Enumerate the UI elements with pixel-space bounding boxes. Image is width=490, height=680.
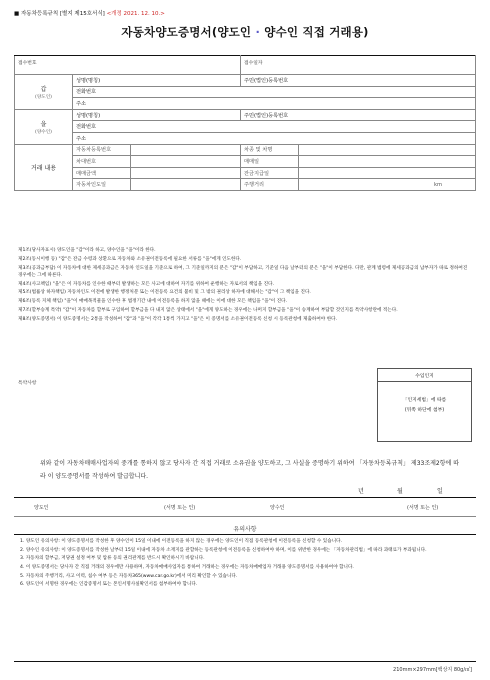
seller-row-3 xyxy=(15,98,476,110)
date-month: 월 xyxy=(397,488,403,495)
trade-label: 거래 내용 xyxy=(30,164,57,172)
contract-clauses xyxy=(18,247,468,325)
seller-signature-label: 양도인 xyxy=(34,505,49,511)
seller-signature-field[interactable]: (서명 또는 인) xyxy=(164,505,196,511)
reg-no-field[interactable] xyxy=(131,144,241,156)
buyer-address-field[interactable] xyxy=(73,132,476,144)
receipt-row xyxy=(15,56,476,75)
buyer-row-2 xyxy=(15,121,476,133)
receipt-date-field[interactable] xyxy=(241,56,476,75)
notice-title: 유의사항 xyxy=(233,526,257,533)
model-label: 차종 및 차명 xyxy=(241,144,299,156)
title-rest: 양수인 직접 거래용) xyxy=(264,25,369,39)
vin-field[interactable] xyxy=(131,156,241,168)
clause-3: 제3조(공과금부담) 이 자동차에 대한 제세공과금은 자동차 인도일을 기준으로 하여, 그 기준일까지의 분은 "갑"이 부담하고, 기준일 다음 날부터의 분은 "을"이 부담한다. 다만, 관계 법령에 제세공과금의 납부자가 따로 정하여진 경우에는 그에 따른다. xyxy=(18,265,468,278)
buyer-name-label: 성명(명칭) xyxy=(76,112,101,119)
clause-4: 제4조(사고책임) "을"은 이 자동차를 인수한 때부터 발생하는 모든 사고에 대하여 자기를 위하여 운행하는 자로서의 책임을 진다. xyxy=(18,281,274,287)
receipt-number-label: 접수번호 xyxy=(18,61,37,66)
buyer-signature-label: 양수인 xyxy=(270,505,285,511)
form-header-prefix: ■ 자동차등록규칙 [별지 제15호서식] xyxy=(14,11,105,17)
sale-date-field[interactable] xyxy=(299,156,476,168)
buyer-row-3 xyxy=(15,132,476,144)
seller-address-label: 주소 xyxy=(76,100,87,107)
buyer-address-label: 주소 xyxy=(76,135,87,142)
notice-item-3: 3. 자동차의 할부금, 저당권 설정 여부 및 압류 등의 권리관계를 반드시 확인하시기 바랍니다. xyxy=(20,556,205,562)
buyer-sub-label: (양수인) xyxy=(35,129,52,135)
clause-1: 제1조(당사자표시) 양도인을 "갑"이라 하고, 양수인을 "을"이라 한다. xyxy=(18,248,156,253)
seller-address-field[interactable] xyxy=(73,98,476,110)
revenue-stamp-box xyxy=(377,368,472,442)
buyer-name-field[interactable] xyxy=(73,109,241,121)
notice-item-1: 1. 양도인 유의사항: 이 양도증명서를 작성한 후 양수인이 15일 이내에 이전등록을 하지 않는 경우에는 양도인이 직접 등록관청에 이전등록을 신청할 수 있습니다. xyxy=(20,539,343,544)
seller-name-label: 성명(명칭) xyxy=(76,77,101,84)
buyer-phone-field[interactable] xyxy=(73,121,476,133)
clause-8: 제8조(양도증명서) 이 양도증명서는 2통을 작성하여 "갑"과 "을"이 각각 1통씩 가지고 "을"은 이 증명서를 소유권이전등록 신청 시 등록관청에 제출하여야 한다. xyxy=(18,316,338,322)
buyer-section-label xyxy=(15,109,73,144)
buyer-label: 을 xyxy=(40,120,47,128)
seller-row-2 xyxy=(15,86,476,98)
trade-row-3 xyxy=(15,167,476,179)
notice-item-2: 2. 양수인 유의사항: 이 양도증명서를 작성한 날부터 15일 이내에 자동차 소재지를 관할하는 등록관청에 이전등록을 신청하여야 하며, 이를 위반한 경우에는 「자동차관리법」에 따라 과태료가 부과됩니다. xyxy=(20,547,427,553)
date-day: 일 xyxy=(437,488,443,495)
seller-row-1 xyxy=(15,75,476,87)
trade-row-1 xyxy=(15,144,476,156)
statement-text: 위와 같이 자동차매매사업자의 중개를 통하지 않고 당사자 간 직접 거래로 소유권을 양도하고, 그 사실을 증명하기 위하여 「자동차등록규칙」 제33조제2항에 따라 이 양도증명서를 작성하여 발급합니다. xyxy=(40,460,460,480)
seller-id-label: 주민(법인)등록번호 xyxy=(244,77,289,84)
transfer-form-table xyxy=(14,55,476,191)
buyer-phone-label: 전화번호 xyxy=(76,124,97,131)
clause-6: 제6조(등록 지체 책임) "을"이 매매목적물을 인수한 후 법정기간 내에 이전등록을 하지 않을 때에는 이에 대한 모든 책임을 "을"이 진다. xyxy=(18,299,288,305)
amount-field[interactable] xyxy=(131,167,241,179)
trade-row-2 xyxy=(15,156,476,168)
notice-item-4: 4. 이 양도증명서는 당사자 간 직접 거래의 경우에만 사용하며, 자동차매매사업자를 통하여 거래하는 경우에는 자동차매매업자 거래용 양도증명서를 사용하여야 합니다. xyxy=(20,565,354,571)
special-terms-label: 특약사항 xyxy=(18,381,37,386)
reg-no-label: 자동차등록번호 xyxy=(73,144,131,156)
form-revision: <개정 2021. 12. 10.> xyxy=(106,11,165,17)
notice-box xyxy=(14,534,476,662)
page-title xyxy=(0,24,490,40)
paper-spec: 210mm×297mm[백상지 80g/㎡] xyxy=(393,667,472,673)
revenue-stamp-line-2: (뒤쪽 하단에 첨부) xyxy=(404,408,445,413)
buyer-signature-field[interactable]: (서명 또는 인) xyxy=(407,505,439,511)
delivery-date-label: 자동차인도일 xyxy=(73,179,131,191)
receipt-number-field[interactable] xyxy=(15,56,241,75)
revenue-stamp-title: 수입인지 xyxy=(378,369,471,382)
seller-name-field[interactable] xyxy=(73,75,241,87)
notice-item-6: 6. 양도인이 서명한 경우에는 인감증명서 또는 본인서명사실확인서를 첨부하여야 합니다. xyxy=(20,582,198,588)
title-sep: · xyxy=(255,25,261,39)
title-main: 자동차양도증명서(양도인 xyxy=(121,25,252,39)
delivery-date-field[interactable] xyxy=(131,179,241,191)
revenue-stamp-line-1: 「인지세법」에 따름 xyxy=(402,398,447,403)
balance-date-field[interactable] xyxy=(299,167,476,179)
amount-label: 매매금액 xyxy=(73,167,131,179)
seller-id-field[interactable] xyxy=(241,75,476,87)
date-year: 년 xyxy=(358,488,364,495)
form-header xyxy=(14,9,165,17)
seller-label: 갑 xyxy=(40,85,47,93)
odometer-unit: km xyxy=(433,181,442,188)
seller-sub-label: (양도인) xyxy=(35,94,52,100)
vin-label: 차대번호 xyxy=(73,156,131,168)
trade-row-4 xyxy=(15,179,476,191)
balance-date-label: 잔금지급일 xyxy=(241,167,299,179)
seller-phone-label: 전화번호 xyxy=(76,89,97,96)
seller-phone-field[interactable] xyxy=(73,86,476,98)
signature-row xyxy=(14,497,476,517)
buyer-id-field[interactable] xyxy=(241,109,476,121)
seller-section-label xyxy=(15,75,73,110)
buyer-id-label: 주민(법인)등록번호 xyxy=(244,112,289,119)
sale-date-label: 매매일 xyxy=(241,156,299,168)
trade-section-label xyxy=(15,144,73,190)
receipt-date-label: 접수일자 xyxy=(244,61,263,66)
clause-2: 제2조(동시이행 등) "갑"은 잔금 수령과 상환으로 자동차와 소유권이전등록에 필요한 서류를 "을"에게 인도한다. xyxy=(18,256,242,262)
clause-5: 제5조(법률상 하자책임) 자동차인도 이전에 발생한 행정처분 또는 이전등록 요건의 불비 및 그 밖의 권리상 하자에 대해서는 "갑"이 그 책임을 진다. xyxy=(18,290,311,296)
odometer-label: 주행거리 xyxy=(241,179,299,191)
odometer-field[interactable] xyxy=(299,179,476,191)
notice-item-5: 5. 자동차의 주행거리, 사고 이력, 침수 여부 등은 자동차365(www.car.go.kr)에서 미리 확인할 수 있습니다. xyxy=(20,573,238,579)
buyer-row-1 xyxy=(15,109,476,121)
clause-7: 제7조(할부승계 특약) "갑"이 자동차를 할부로 구입하여 할부금을 다 내지 않은 상태에서 "을"에게 양도하는 경우에는 나머지 할부금을 "을"이 승계하여 부담할 것인지를 특약사항란에 적는다. xyxy=(18,307,398,313)
model-field[interactable] xyxy=(299,144,476,156)
